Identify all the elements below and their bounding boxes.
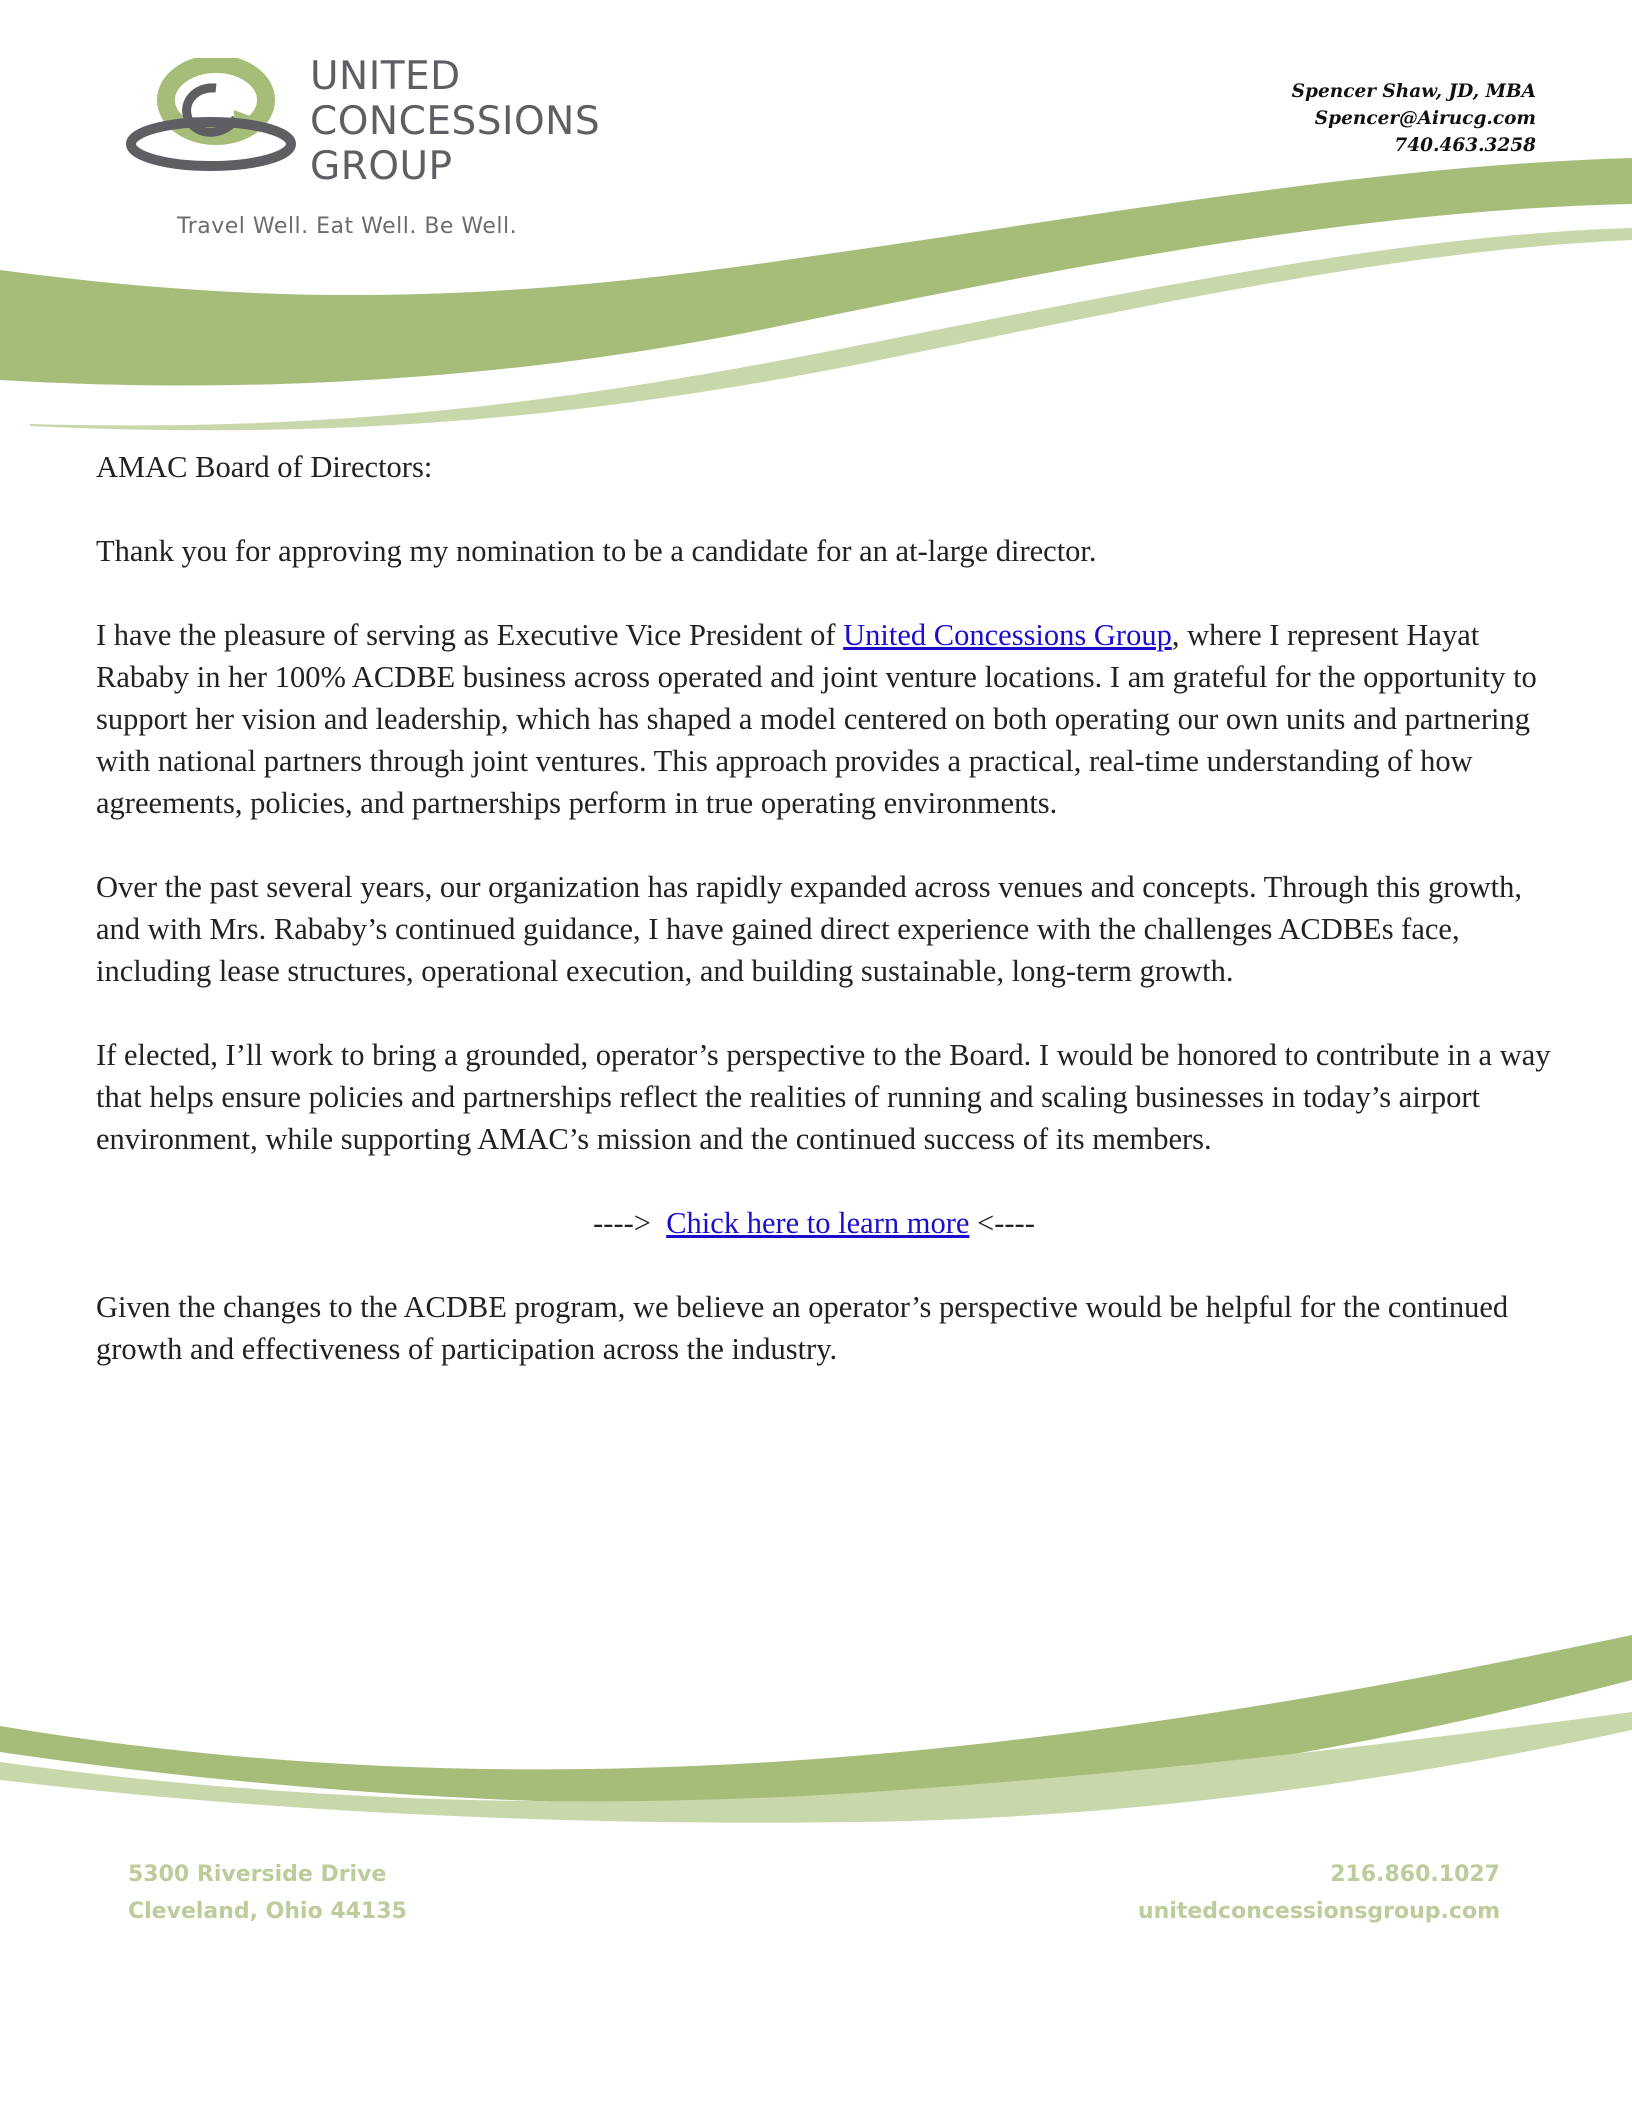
tagline: Travel Well. Eat Well. Be Well.	[177, 214, 518, 239]
paragraph-2-end: , where I represent Hayat Rababy in her 100% ACDBE business across operated and joint venture locations. I am grateful for the opportunity to support her vision and leadership, which has shaped a model centered on both operating our own units and partnering with national partners through joint ventures. This approach provides a practical, real-time understanding of how agreements, policies, and partnerships perform in true operating environments.	[96, 618, 1537, 820]
bottom-wave-dark	[0, 1635, 1632, 1804]
footer-website: unitedconcessionsgroup.com	[1138, 1899, 1500, 1924]
company-name-line-1: UNITED	[310, 54, 461, 99]
footer-phone: 216.860.1027	[1330, 1862, 1500, 1887]
company-name-line-3: GROUP	[310, 144, 453, 189]
footer-contact	[1138, 1856, 1500, 1930]
footer-address-line-1: 5300 Riverside Drive	[128, 1862, 387, 1887]
paragraph-2	[96, 614, 1556, 824]
paragraph-1: Thank you for approving my nomination to be a candidate for an at-large director.	[96, 534, 1097, 568]
paragraph-5: Given the changes to the ACDBE program, we believe an operator’s perspective would be helpful for the continued growth and effectiveness of participation across the industry.	[96, 1290, 1509, 1366]
footer-address-line-2: Cleveland, Ohio 44135	[128, 1899, 407, 1924]
letter-body	[96, 446, 1556, 1412]
paragraph-3: Over the past several years, our organization has rapidly expanded across venues and concepts. Through this growth, and with Mrs. Rababy’s continued guidance, I have gained direct experience with the challenges ACDBEs face, including lease structures, operational execution, and building sustainable, long-term growth.	[96, 870, 1523, 988]
contact-name: Spencer Shaw, JD, MBA	[1291, 81, 1536, 102]
contact-phone: 740.463.3258	[1394, 135, 1536, 156]
footer-address	[128, 1856, 407, 1930]
contact-block	[1292, 78, 1536, 159]
top-wave-dark	[0, 158, 1632, 385]
call-to-action	[96, 1202, 1532, 1244]
salutation: AMAC Board of Directors:	[96, 450, 433, 484]
company-link[interactable]: United Concessions Group	[843, 618, 1172, 652]
contact-email: Spencer@Airucg.com	[1314, 108, 1536, 129]
cta-prefix: ---->	[593, 1206, 651, 1240]
company-name	[310, 54, 630, 189]
paragraph-2-start: I have the pleasure of serving as Executive Vice President of	[96, 618, 844, 652]
ucg-logo-icon	[126, 58, 296, 188]
learn-more-link[interactable]: Chick here to learn more	[666, 1206, 970, 1240]
company-name-line-2: CONCESSIONS	[310, 99, 601, 144]
cta-suffix: <----	[977, 1206, 1035, 1240]
paragraph-4: If elected, I’ll work to bring a grounded, operator’s perspective to the Board. I would be honored to contribute in a way that helps ensure policies and partnerships reflect the realities of running and scaling businesses in today’s airport environment, while supporting AMAC’s mission and the continued success of its members.	[96, 1038, 1551, 1156]
